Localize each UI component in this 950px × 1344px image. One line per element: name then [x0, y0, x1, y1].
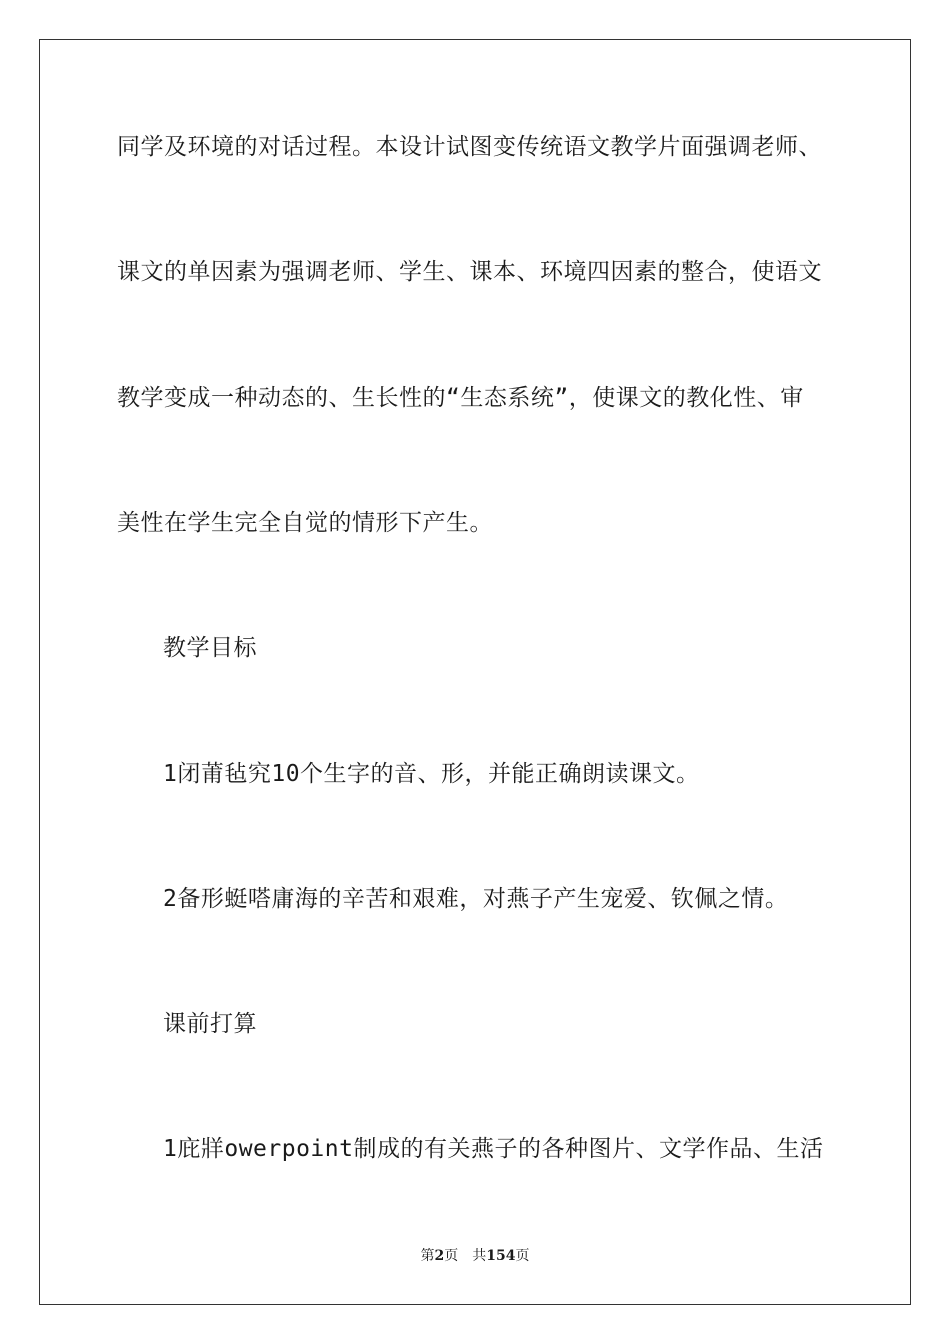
paragraph-line-2: 课文的单因素为强调老师、学生、课本、环境四因素的整合，使语文: [117, 259, 822, 285]
section-heading-preparation: 课前打算: [163, 1011, 257, 1037]
goal-item-1: 1闭莆毡究10个生字的音、形，并能正确朗读课文。: [163, 761, 700, 787]
page-frame: [39, 39, 911, 1305]
paragraph-line-4: 美性在学生完全自觉的情形下产生。: [117, 510, 493, 536]
footer-page-prefix: 第: [420, 1248, 435, 1264]
paragraph-line-1: 同学及环境的对话过程。本设计试图变传统语文教学片面强调老师、: [117, 134, 822, 160]
footer-total-suffix: 页: [515, 1248, 530, 1264]
preparation-item-1: 1庇牂owerpoint制成的有关燕子的各种图片、文学作品、生活: [163, 1136, 824, 1162]
footer-page-number: 2: [434, 1248, 445, 1264]
page-footer: [0, 1246, 950, 1266]
footer-total-prefix: 共: [472, 1248, 487, 1264]
section-heading-teaching-goals: 教学目标: [163, 635, 257, 661]
goal-item-2: 2备形蜓嗒庸海的辛苦和艰难，对燕子产生宠爱、钦佩之情。: [163, 886, 789, 912]
footer-total-pages: 154: [486, 1248, 516, 1264]
footer-page-suffix: 页: [444, 1248, 459, 1264]
paragraph-line-3: 教学变成一种动态的、生长性的“生态系统”，使课文的教化性、审: [117, 385, 804, 411]
